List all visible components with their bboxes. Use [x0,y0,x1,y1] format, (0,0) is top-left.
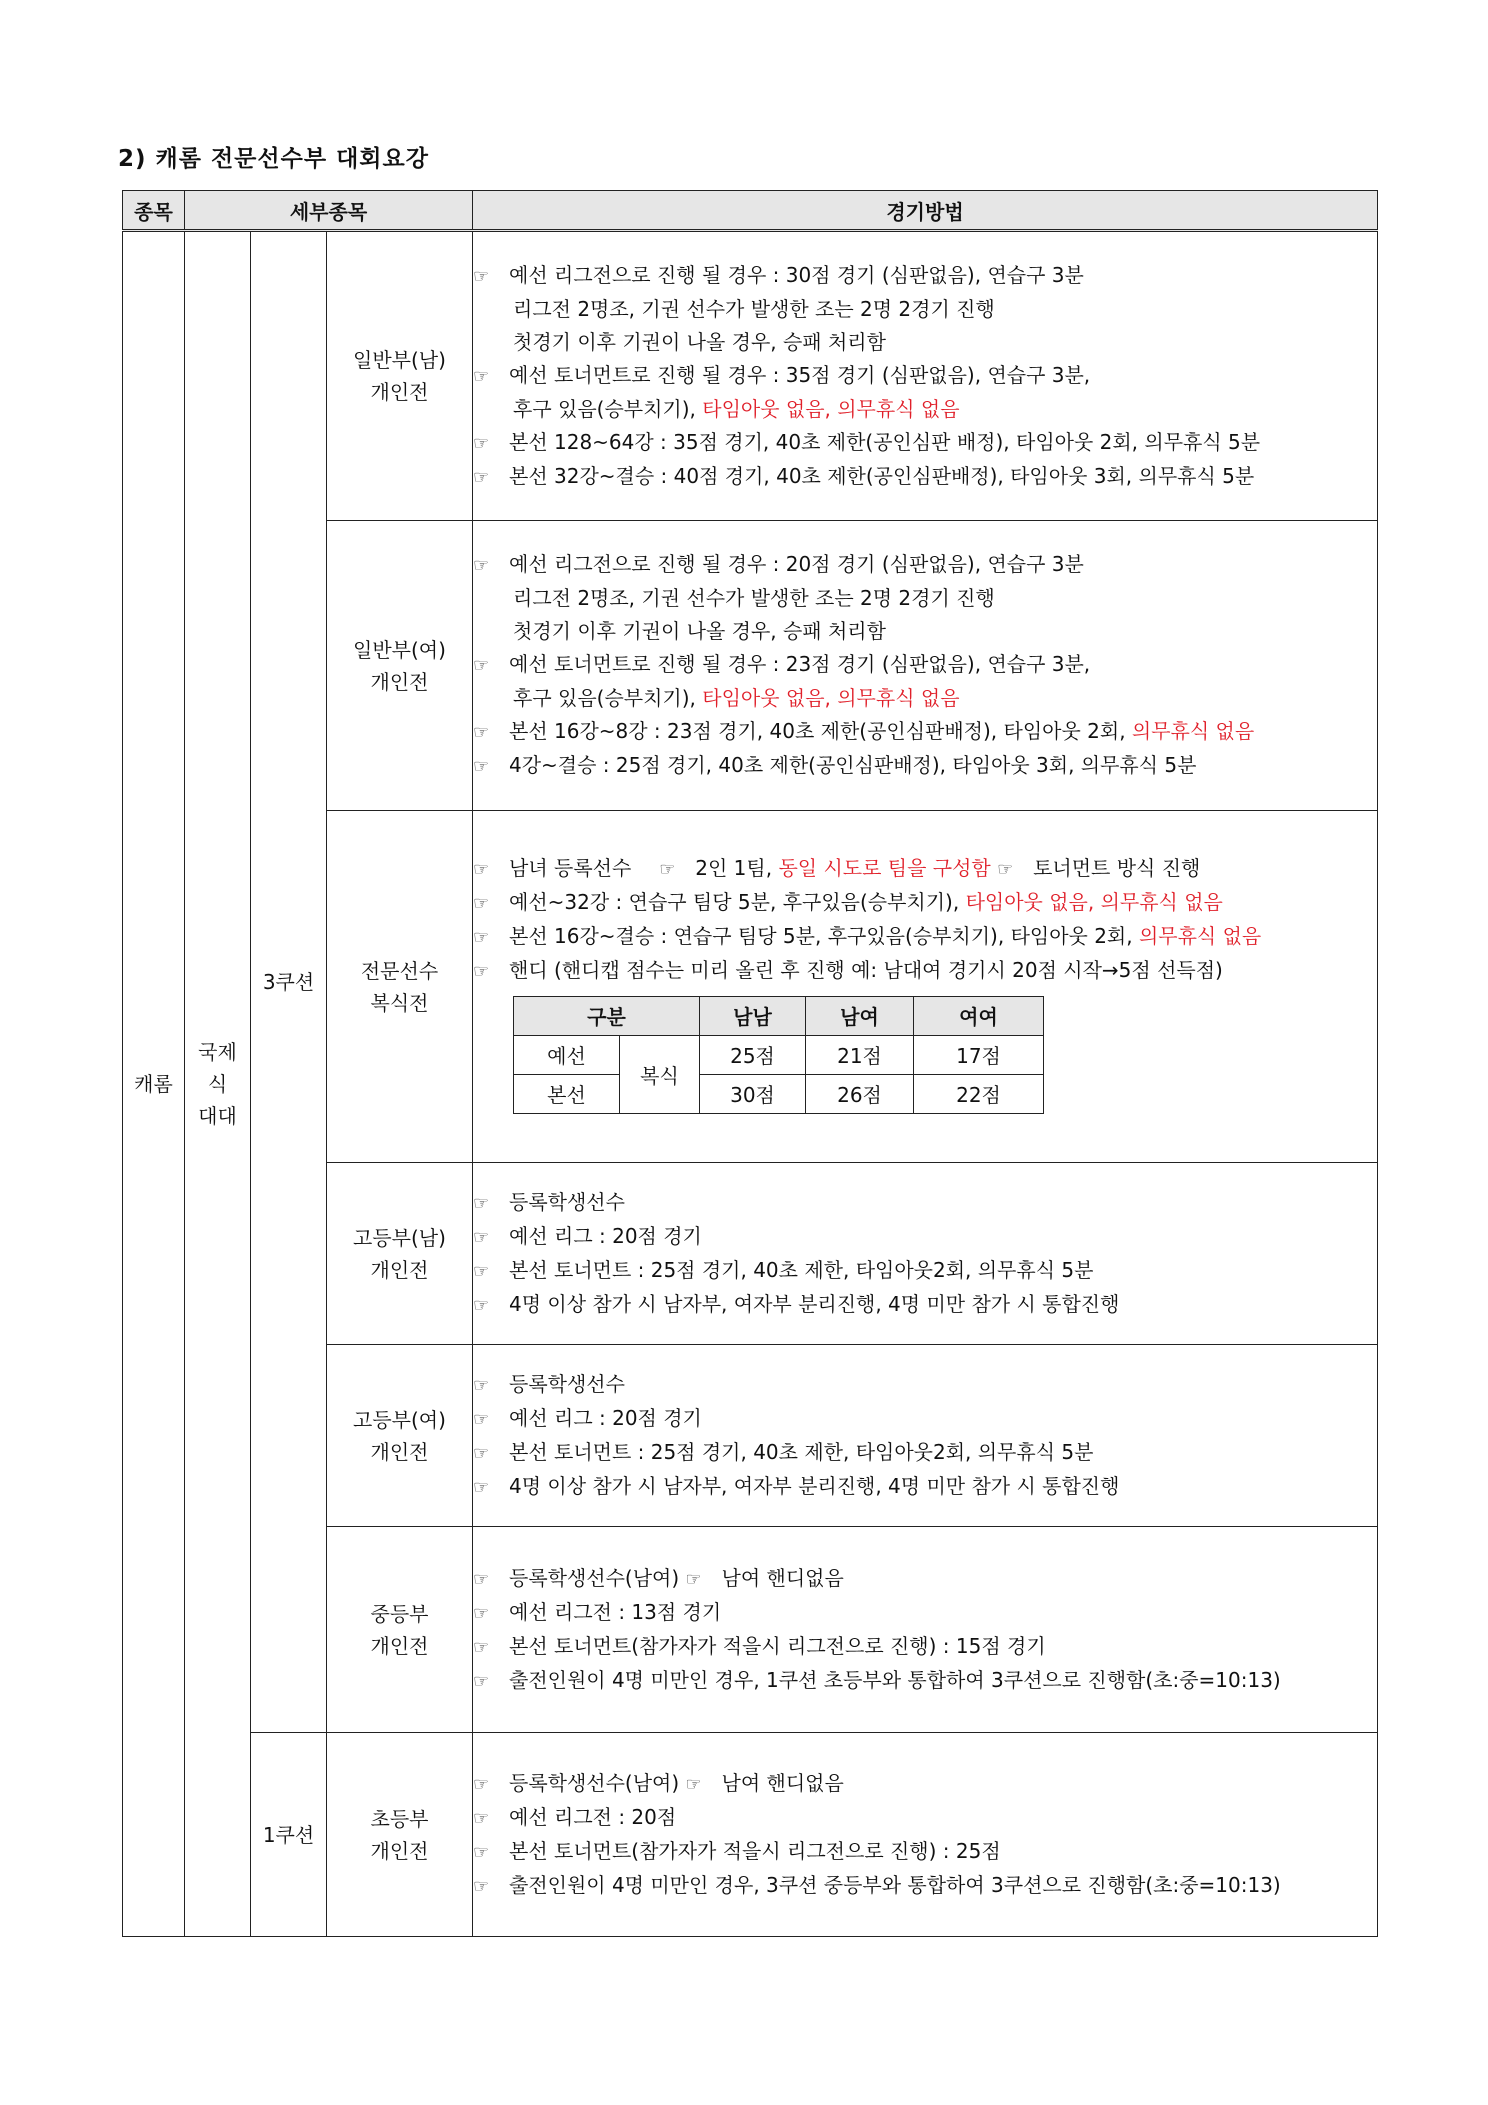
handicap-value: 26점 [806,1074,914,1113]
method-line: 첫경기 이후 기권이 나올 경우, 승패 처리함 [513,329,886,354]
hand-pointing-icon: ☞ [473,1192,490,1214]
method-line: ☞ 예선 리그전으로 진행 될 경우 : 20점 경기 (심판없음), 연습구 3분 [473,548,1377,582]
cushion-3-cell: 3쿠션 [251,231,327,1733]
hand-pointing-icon: ☞ [473,722,490,743]
hand-pointing-icon: ☞ [473,926,490,948]
method-line: ☞ 본선 32강~결승 : 40점 경기, 40초 제한(공인심판배정), 타임아웃 3회, 의무휴식 5분 [473,460,1377,494]
division-name: 중등부 [370,1601,429,1626]
header-method: 경기방법 [473,191,1378,231]
division-cell [327,1527,473,1733]
handicap-value: 22점 [914,1074,1044,1113]
page-title: 2) 캐롬 전문선수부 대회요강 [118,146,429,172]
handicap-header: 구분 [514,996,700,1035]
handicap-value: 17점 [914,1035,1044,1074]
hand-pointing-icon: ☞ [473,1226,490,1248]
hand-pointing-icon: ☞ [473,892,490,914]
method-line: ☞ 4명 이상 참가 시 남자부, 여자부 분리진행, 4명 미만 참가 시 통합진행 [473,1470,1377,1504]
method-line: 후구 있음(승부치기), 타임아웃 없음, 의무휴식 없음 [513,396,960,421]
hand-pointing-icon: ☞ [473,466,490,488]
format-line: 식 [207,1072,228,1096]
header-event: 종목 [123,191,185,231]
hand-pointing-icon: ☞ [473,1670,490,1692]
method-line: ☞ 등록학생선수(남여) ☞ 남여 핸디없음 [473,1562,1377,1596]
division-type: 개인전 [370,1257,429,1282]
method-line: ☞ 본선 토너먼트(참가자가 적을시 리그전으로 진행) : 15점 경기 [473,1630,1377,1664]
division-cell [327,811,473,1163]
method-cell [473,811,1378,1163]
method-line: ☞ 핸디 (핸디캡 점수는 미리 올린 후 진행 예: 남대여 경기시 20점 시작→5점 선득점) [473,954,1377,988]
hand-pointing-icon: ☞ [473,1568,490,1590]
method-line: ☞ 예선 토너먼트로 진행 될 경우 : 35점 경기 (심판없음), 연습구 3분, [473,359,1377,393]
handicap-header: 남남 [700,996,806,1035]
method-line: ☞ 예선 리그 : 20점 경기 [473,1220,1377,1254]
method-line: ☞ 4명 이상 참가 시 남자부, 여자부 분리진행, 4명 미만 참가 시 통합진행 [473,1288,1377,1322]
handicap-type: 복식 [620,1035,700,1113]
handicap-value: 30점 [700,1074,806,1113]
hand-pointing-icon: ☞ [473,1773,490,1795]
division-name: 고등부(남) [353,1225,446,1250]
hand-pointing-icon: ☞ [685,1773,702,1795]
method-line: ☞ 등록학생선수 [473,1186,1377,1220]
method-cell [473,1163,1378,1345]
method-line: ☞ 예선 리그전 : 20점 [473,1801,1377,1835]
method-line: ☞ 예선 리그 : 20점 경기 [473,1402,1377,1436]
event-cell: 캐롬 [123,231,185,1937]
method-cell [473,1733,1378,1937]
method-line: ☞ 본선 토너먼트(참가자가 적을시 리그전으로 진행) : 25점 [473,1835,1377,1869]
hand-pointing-icon: ☞ [473,1636,490,1658]
hand-pointing-icon: ☞ [473,1442,490,1464]
method-cell [473,521,1378,811]
method-line: ☞ 출전인원이 4명 미만인 경우, 1쿠션 초등부와 통합하여 3쿠션으로 진행함(초:중=10:13) [473,1664,1377,1698]
method-line: ☞ 출전인원이 4명 미만인 경우, 3쿠션 중등부와 통합하여 3쿠션으로 진행함(초:중=10:13) [473,1869,1377,1903]
hand-pointing-icon: ☞ [473,365,490,387]
division-type: 개인전 [370,380,429,404]
method-line: ☞ 등록학생선수 [473,1368,1377,1402]
method-line: ☞ 본선 16강~결승 : 연습구 팀당 5분, 후구있음(승부치기), 타임아웃 2회, 의무휴식 없음 [473,920,1377,954]
hand-pointing-icon: ☞ [473,655,490,676]
header-sub-event: 세부종목 [185,191,473,231]
hand-pointing-icon: ☞ [473,1294,490,1316]
competition-table [122,190,1378,1937]
method-line: ☞ 본선 토너먼트 : 25점 경기, 40초 제한, 타임아웃2회, 의무휴식 5분 [473,1436,1377,1470]
division-type: 개인전 [370,669,429,694]
handicap-table [513,996,1044,1114]
method-line: 후구 있음(승부치기), 타임아웃 없음, 의무휴식 없음 [513,686,960,710]
method-cell [473,1345,1378,1527]
hand-pointing-icon: ☞ [473,1807,490,1829]
hand-pointing-icon: ☞ [997,858,1014,880]
division-cell [327,1345,473,1527]
hand-pointing-icon: ☞ [473,432,490,454]
hand-pointing-icon: ☞ [473,1374,490,1396]
handicap-value: 25점 [700,1035,806,1074]
method-line: 리그전 2명조, 기권 선수가 발생한 조는 2명 2경기 진행 [513,586,995,610]
hand-pointing-icon: ☞ [473,756,490,777]
hand-pointing-icon: ☞ [473,1875,490,1897]
method-line: ☞ 4강~결승 : 25점 경기, 40초 제한(공인심판배정), 타임아웃 3회, 의무휴식 5분 [473,749,1377,783]
format-line: 대대 [198,1104,237,1128]
format-cell [185,231,251,1937]
method-line: ☞ 본선 16강~8강 : 23점 경기, 40초 제한(공인심판배정), 타임아웃 2회, 의무휴식 없음 [473,715,1377,749]
method-line: ☞ 예선 토너먼트로 진행 될 경우 : 23점 경기 (심판없음), 연습구 3분, [473,648,1377,682]
hand-pointing-icon: ☞ [473,1408,490,1430]
method-line: ☞ 예선 리그전으로 진행 될 경우 : 30점 경기 (심판없음), 연습구 3분 [473,259,1377,293]
handicap-header: 남여 [806,996,914,1035]
division-type: 개인전 [370,1633,429,1658]
division-cell [327,521,473,811]
hand-pointing-icon: ☞ [685,1568,702,1590]
method-line: 첫경기 이후 기권이 나올 경우, 승패 처리함 [513,619,886,643]
division-name: 전문선수 [360,958,439,983]
hand-pointing-icon: ☞ [473,1476,490,1498]
hand-pointing-icon: ☞ [659,858,676,880]
division-cell [327,231,473,521]
hand-pointing-icon: ☞ [473,265,490,287]
division-type: 복식전 [370,990,429,1015]
handicap-stage: 본선 [514,1074,620,1113]
format-line: 국제 [198,1040,237,1064]
division-name: 일반부(여) [353,637,446,662]
method-line: ☞ 본선 128~64강 : 35점 경기, 40초 제한(공인심판 배정), 타임아웃 2회, 의무휴식 5분 [473,426,1377,460]
division-type: 개인전 [370,1439,429,1464]
hand-pointing-icon: ☞ [473,555,490,576]
handicap-stage: 예선 [514,1035,620,1074]
hand-pointing-icon: ☞ [473,858,490,880]
method-line: ☞ 예선~32강 : 연습구 팀당 5분, 후구있음(승부치기), 타임아웃 없음, 의무휴식 없음 [473,886,1377,920]
division-name: 고등부(여) [353,1407,446,1432]
division-cell [327,1163,473,1345]
division-name: 일반부(남) [353,348,446,372]
method-line: ☞ 등록학생선수(남여) ☞ 남여 핸디없음 [473,1767,1377,1801]
division-cell [327,1733,473,1937]
method-line: 리그전 2명조, 기권 선수가 발생한 조는 2명 2경기 진행 [513,296,995,321]
method-line: ☞ 본선 토너먼트 : 25점 경기, 40초 제한, 타임아웃2회, 의무휴식 5분 [473,1254,1377,1288]
hand-pointing-icon: ☞ [473,1602,490,1624]
handicap-value: 21점 [806,1035,914,1074]
method-line: ☞ 남녀 등록선수 ☞ 2인 1팀, 동일 시도로 팀을 구성함 ☞ 토너먼트 방식 진행 [473,852,1377,886]
hand-pointing-icon: ☞ [473,960,490,982]
division-type: 개인전 [370,1838,429,1863]
hand-pointing-icon: ☞ [473,1841,490,1863]
hand-pointing-icon: ☞ [473,1260,490,1282]
method-cell [473,231,1378,521]
method-line: ☞ 예선 리그전 : 13점 경기 [473,1596,1377,1630]
method-cell [473,1527,1378,1733]
cushion-1-cell: 1쿠션 [251,1733,327,1937]
division-name: 초등부 [370,1806,429,1831]
handicap-header: 여여 [914,996,1044,1035]
